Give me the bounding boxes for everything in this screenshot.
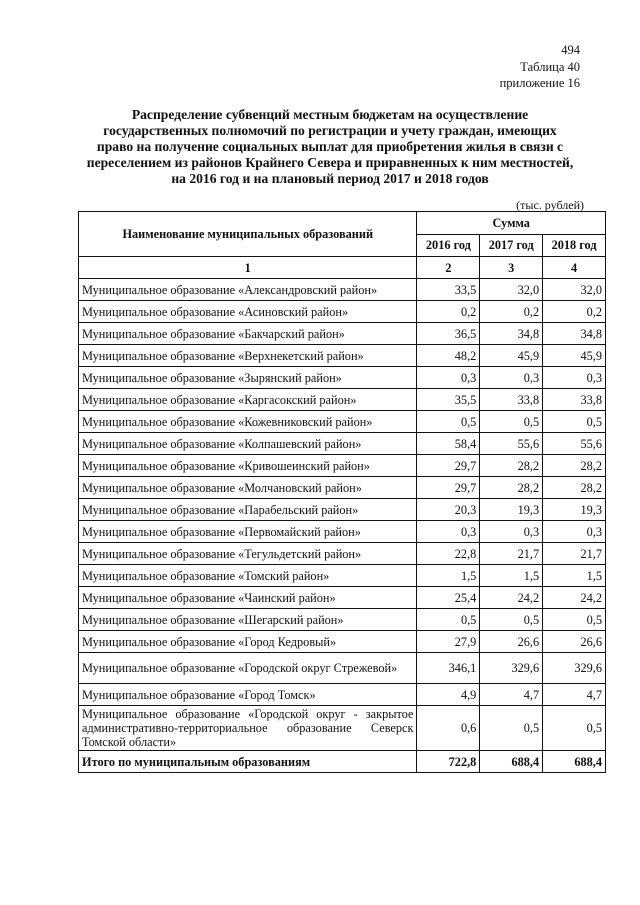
value-2017: 32,0: [480, 279, 543, 301]
municipality-name: Муниципальное образование «Шегарский район»: [79, 609, 417, 631]
title-line: Распределение субвенций местным бюджетам на осуществление: [131, 107, 529, 122]
value-2018: 28,2: [543, 455, 606, 477]
column-index: 3: [480, 257, 543, 279]
subsidy-table: [78, 211, 606, 773]
value-2018: 1,5: [543, 565, 606, 587]
value-2018: 45,9: [543, 345, 606, 367]
total-2016: 722,8: [417, 751, 480, 773]
column-index-row: [79, 257, 606, 279]
municipality-name: Муниципальное образование «Городской округ Стрежевой»: [79, 653, 417, 684]
value-2016: 36,5: [417, 323, 480, 345]
table-label: Таблица 40: [520, 60, 580, 74]
municipality-name: Муниципальное образование «Чаинский район»: [79, 587, 417, 609]
value-2017: 24,2: [480, 587, 543, 609]
value-2018: 0,5: [543, 609, 606, 631]
total-row: [79, 751, 606, 773]
municipality-name: Муниципальное образование «Тегульдетский район»: [79, 543, 417, 565]
table-row: [79, 499, 606, 521]
header-name: Наименование муниципальных образований: [79, 212, 417, 257]
value-2017: 45,9: [480, 345, 543, 367]
table-row: [79, 609, 606, 631]
total-2018: 688,4: [543, 751, 606, 773]
value-2017: 19,3: [480, 499, 543, 521]
municipality-name: Муниципальное образование «Кривошеинский район»: [79, 455, 417, 477]
municipality-name: Муниципальное образование «Зырянский район»: [79, 367, 417, 389]
title-line: право на получение социальных выплат для приобретения жилья в связи с: [96, 139, 564, 154]
table-row: [79, 477, 606, 499]
value-2016: 0,5: [417, 411, 480, 433]
value-2016: 33,5: [417, 279, 480, 301]
table-row: [79, 684, 606, 706]
value-2016: 0,3: [417, 367, 480, 389]
municipality-name: Муниципальное образование «Томский район»: [79, 565, 417, 587]
value-2018: 32,0: [543, 279, 606, 301]
municipality-name: Муниципальное образование «Александровский район»: [79, 279, 417, 301]
table-row: [79, 565, 606, 587]
table-row: [79, 455, 606, 477]
value-2017: 0,3: [480, 521, 543, 543]
table-row: [79, 587, 606, 609]
municipality-name: Муниципальное образование «Город Кедровый»: [79, 631, 417, 653]
value-2016: 20,3: [417, 499, 480, 521]
value-2017: 0,5: [480, 411, 543, 433]
table-row: [79, 389, 606, 411]
value-2016: 346,1: [417, 653, 480, 684]
value-2018: 34,8: [543, 323, 606, 345]
table-row: [79, 367, 606, 389]
municipality-name: Муниципальное образование «Молчановский район»: [79, 477, 417, 499]
total-2017: 688,4: [480, 751, 543, 773]
municipality-name: Муниципальное образование «Городской округ - закрытое административно-территориальное образование Северск Томской области»: [79, 706, 417, 751]
value-2016: 58,4: [417, 433, 480, 455]
value-2016: 0,5: [417, 609, 480, 631]
table-row: [79, 521, 606, 543]
title-line: государственных полномочий по регистрации и учету граждан, имеющих: [103, 123, 557, 138]
title-line: переселением из районов Крайнего Севера и приравненных к ним местностей,: [86, 155, 574, 170]
value-2018: 0,5: [543, 411, 606, 433]
value-2017: 0,2: [480, 301, 543, 323]
value-2016: 1,5: [417, 565, 480, 587]
value-2018: 0,5: [543, 706, 606, 751]
appendix-label: приложение 16: [499, 76, 580, 90]
column-index: 4: [543, 257, 606, 279]
value-2018: 4,7: [543, 684, 606, 706]
value-2018: 55,6: [543, 433, 606, 455]
table-row: [79, 543, 606, 565]
value-2017: 55,6: [480, 433, 543, 455]
value-2018: 0,3: [543, 367, 606, 389]
header-year-2017: 2017 год: [480, 234, 543, 257]
page-number: 494: [561, 43, 580, 57]
value-2017: 4,7: [480, 684, 543, 706]
municipality-name: Муниципальное образование «Кожевниковский район»: [79, 411, 417, 433]
table-row: [79, 653, 606, 684]
value-2017: 28,2: [480, 477, 543, 499]
table-row: [79, 631, 606, 653]
table-row: [79, 279, 606, 301]
municipality-name: Муниципальное образование «Верхнекетский район»: [79, 345, 417, 367]
value-2016: 25,4: [417, 587, 480, 609]
header-year-2016: 2016 год: [417, 234, 480, 257]
table-row: [79, 411, 606, 433]
value-2018: 329,6: [543, 653, 606, 684]
title-line: на 2016 год и на плановый период 2017 и 2018 годов: [171, 171, 489, 186]
municipality-name: Муниципальное образование «Парабельский район»: [79, 499, 417, 521]
municipality-name: Муниципальное образование «Асиновский район»: [79, 301, 417, 323]
table-row: [79, 706, 606, 751]
value-2017: 34,8: [480, 323, 543, 345]
value-2017: 21,7: [480, 543, 543, 565]
table-row: [79, 301, 606, 323]
value-2017: 33,8: [480, 389, 543, 411]
value-2016: 0,3: [417, 521, 480, 543]
column-index: 1: [79, 257, 417, 279]
value-2018: 24,2: [543, 587, 606, 609]
value-2018: 26,6: [543, 631, 606, 653]
units-label: (тыс. рублей): [516, 198, 584, 212]
municipality-name: Муниципальное образование «Каргасокский район»: [79, 389, 417, 411]
value-2016: 48,2: [417, 345, 480, 367]
value-2018: 0,3: [543, 521, 606, 543]
value-2018: 19,3: [543, 499, 606, 521]
column-index: 2: [417, 257, 480, 279]
value-2016: 0,6: [417, 706, 480, 751]
document-title: [70, 107, 590, 187]
value-2016: 0,2: [417, 301, 480, 323]
value-2016: 29,7: [417, 455, 480, 477]
value-2018: 28,2: [543, 477, 606, 499]
total-label: Итого по муниципальным образованиям: [79, 751, 417, 773]
value-2016: 22,8: [417, 543, 480, 565]
table-row: [79, 345, 606, 367]
value-2018: 33,8: [543, 389, 606, 411]
municipality-name: Муниципальное образование «Город Томск»: [79, 684, 417, 706]
value-2016: 27,9: [417, 631, 480, 653]
value-2016: 4,9: [417, 684, 480, 706]
municipality-name: Муниципальное образование «Колпашевский район»: [79, 433, 417, 455]
table-row: [79, 433, 606, 455]
value-2017: 1,5: [480, 565, 543, 587]
value-2016: 35,5: [417, 389, 480, 411]
value-2018: 21,7: [543, 543, 606, 565]
header-year-2018: 2018 год: [543, 234, 606, 257]
table-row: [79, 323, 606, 345]
value-2017: 329,6: [480, 653, 543, 684]
value-2018: 0,2: [543, 301, 606, 323]
municipality-name: Муниципальное образование «Бакчарский район»: [79, 323, 417, 345]
value-2017: 0,5: [480, 706, 543, 751]
value-2017: 0,3: [480, 367, 543, 389]
municipality-name: Муниципальное образование «Первомайский район»: [79, 521, 417, 543]
header-sum: Сумма: [417, 212, 606, 235]
value-2017: 28,2: [480, 455, 543, 477]
value-2017: 26,6: [480, 631, 543, 653]
value-2017: 0,5: [480, 609, 543, 631]
value-2016: 29,7: [417, 477, 480, 499]
